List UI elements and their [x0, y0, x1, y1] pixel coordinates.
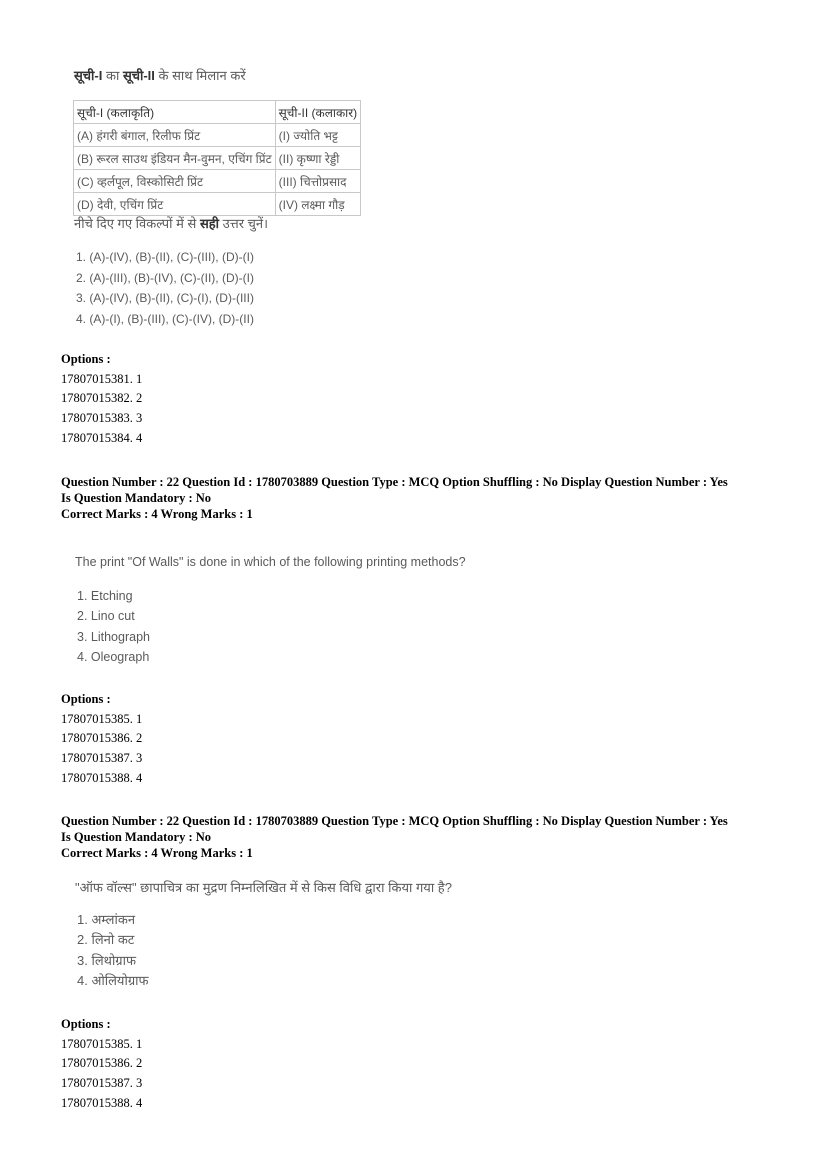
question-text: The print "Of Walls" is done in which of the following printing methods? [75, 555, 466, 569]
option-line: 17807015386. 2 [61, 731, 143, 746]
option-line: 17807015387. 3 [61, 751, 143, 766]
table-cell: (IV) लक्ष्मा गौड़ [275, 193, 361, 216]
list1-label: सूची-I [74, 68, 103, 83]
question-meta [61, 474, 728, 522]
question-text: "ऑफ वॉल्स" छापाचित्र का मुद्रण निम्नलिखित में से किस विधि द्वारा किया गया है? [75, 880, 452, 895]
table-row [74, 170, 361, 193]
table-row [74, 193, 361, 216]
meta-line: Is Question Mandatory : No [61, 830, 212, 844]
choose-instruction [74, 214, 268, 232]
table-cell: (D) देवी, एचिंग प्रिंट [74, 193, 276, 216]
table-header-cell: सूची-II (कलाकार) [275, 101, 361, 124]
table-cell: (I) ज्योति भट्ट [275, 124, 361, 147]
option-line: 17807015382. 2 [61, 391, 143, 406]
choice-item: 4. (A)-(I), (B)-(III), (C)-(IV), (D)-(II) [76, 311, 254, 326]
meta-line: Correct Marks : 4 Wrong Marks : 1 [61, 846, 253, 860]
option-line: 17807015388. 4 [61, 770, 143, 785]
choice-item: 1. (A)-(IV), (B)-(II), (C)-(III), (D)-(I) [76, 250, 254, 264]
option-line: 17807015384. 4 [61, 430, 143, 445]
question-meta [61, 813, 728, 861]
option-line: 17807015385. 1 [61, 1036, 143, 1051]
choice-item: 2. Lino cut [77, 609, 135, 624]
table-cell: (B) रूरल साउथ इंडियन मैन-वुमन, एचिंग प्रिंट [74, 147, 276, 170]
question-intro [74, 66, 246, 84]
table-cell: (III) चित्तोप्रसाद [275, 170, 361, 193]
options-block [61, 1015, 142, 1114]
option-line: 17807015387. 3 [61, 1076, 143, 1091]
choose-bold: सही [199, 216, 220, 231]
meta-line: Question Number : 22 Question Id : 1780703889 Question Type : MCQ Option Shuffling : No Display Question Number : Yes [61, 814, 728, 828]
option-line: 17807015386. 2 [61, 1056, 143, 1071]
choice-item: 4. Oleograph [77, 649, 150, 664]
choose-prefix: नीचे दिए गए विकल्पों में से [74, 216, 200, 231]
choice-item: 3. (A)-(IV), (B)-(II), (C)-(I), (D)-(III) [76, 291, 254, 305]
choice-item: 1. Etching [77, 589, 133, 603]
meta-line: Correct Marks : 4 Wrong Marks : 1 [61, 507, 253, 521]
intro-connector: का [102, 68, 123, 83]
choice-item: 1. अम्लांकन [77, 912, 136, 927]
choice-item: 2. लिनो कट [77, 932, 135, 948]
table-row [74, 147, 361, 170]
choice-item: 2. (A)-(III), (B)-(IV), (C)-(II), (D)-(I) [76, 270, 254, 285]
intro-suffix: के साथ मिलान करें [154, 68, 246, 83]
options-block [61, 350, 142, 449]
table-cell: (C) व्हर्लपूल, विस्कोसिटी प्रिंट [74, 170, 276, 193]
table-header-cell: सूची-I (कलाकृति) [74, 101, 276, 124]
option-line: 17807015383. 3 [61, 411, 143, 426]
meta-line: Question Number : 22 Question Id : 1780703889 Question Type : MCQ Option Shuffling : No Display Question Number : Yes [61, 475, 728, 489]
options-label: Options : [61, 692, 111, 706]
options-label: Options : [61, 352, 111, 366]
meta-line: Is Question Mandatory : No [61, 491, 212, 505]
matching-table [73, 100, 361, 216]
option-line: 17807015381. 1 [61, 371, 143, 386]
answer-choices [77, 910, 149, 991]
option-line: 17807015388. 4 [61, 1095, 143, 1110]
choice-item: 4. ओलियोग्राफ [77, 972, 149, 988]
choice-item: 3. लिथोग्राफ [77, 952, 137, 968]
table-row [74, 124, 361, 147]
list2-label: सूची-II [122, 68, 155, 83]
options-label: Options : [61, 1017, 111, 1031]
options-block [61, 690, 142, 789]
choose-suffix: उत्तर चुनें। [219, 216, 269, 231]
table-cell: (II) कृष्णा रेड्डी [275, 147, 361, 170]
table-cell: (A) हंगरी बंगाल, रिलीफ प्रिंट [74, 124, 276, 147]
answer-choices [76, 247, 254, 329]
table-header-row [74, 101, 361, 124]
option-line: 17807015385. 1 [61, 711, 143, 726]
answer-choices [77, 586, 150, 667]
choice-item: 3. Lithograph [77, 629, 150, 644]
